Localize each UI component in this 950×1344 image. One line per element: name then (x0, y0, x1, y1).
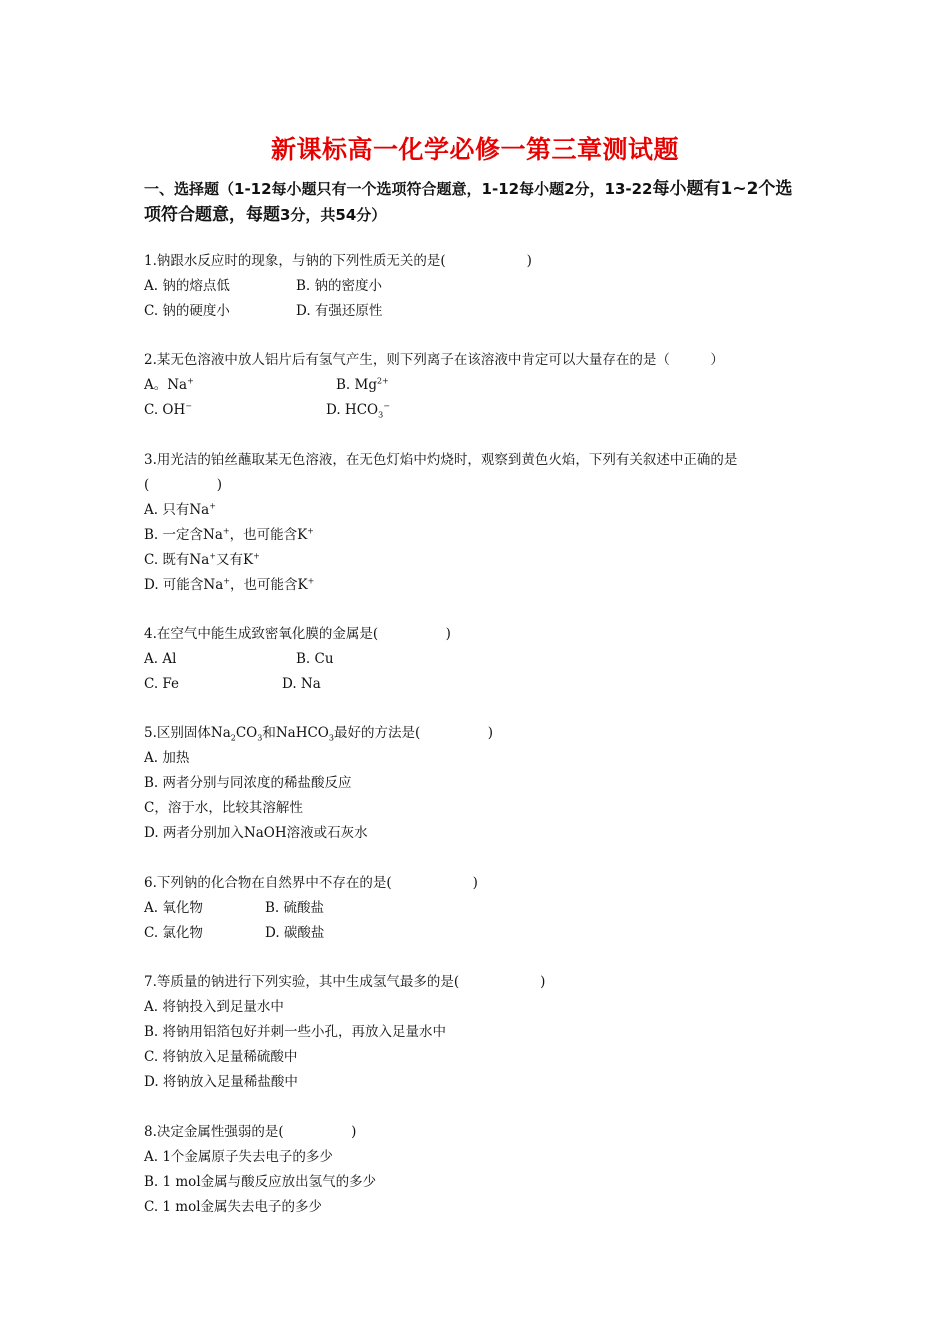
question-2 (144, 348, 814, 423)
option-b: B. 一定含Na+，也可能含K+ (144, 526, 314, 543)
option-d: D. $HCO_3^-$ (326, 401, 390, 420)
page-title: 新课标高一化学必修一第三章测试题 (270, 135, 679, 164)
option-a: A. 加热 (144, 750, 190, 766)
question-stem: 7.等质量的钠进行下列实验，其中生成氢气最多的是( ) (144, 974, 546, 990)
question-4 (144, 622, 814, 697)
option-b: B. 将钠用铝箔包好并刺一些小孔，再放入足量水中 (144, 1024, 447, 1040)
question-stem: 4.在空气中能生成致密氧化膜的金属是( ) (144, 626, 451, 642)
question-8 (144, 1120, 814, 1220)
section-instructions-part1: 一、选择题（1-12每小题只有一个选项符合题意，1-12每小题2分，13-22 (144, 180, 653, 198)
question-3 (144, 448, 814, 598)
question-1 (144, 249, 814, 324)
section-instructions-line2b: 3分，共54分） (280, 206, 387, 224)
option-a: A. 1个金属原子失去电子的多少 (144, 1149, 333, 1165)
question-stem: 1.钠跟水反应时的现象，与钠的下列性质无关的是( ) (144, 253, 532, 269)
option-c: C. 钠的硬度小 (144, 303, 230, 319)
option-d: D. 两者分别加入NaOH溶液或石灰水 (144, 825, 368, 841)
question-6 (144, 871, 814, 946)
option-a: A. 将钠投入到足量水中 (144, 999, 284, 1015)
section-header (144, 176, 814, 228)
option-a: A. 钠的熔点低 (144, 278, 230, 294)
option-c: C. 1 mol金属失去电子的多少 (144, 1199, 323, 1215)
option-b: B. 硫酸盐 (265, 900, 325, 916)
option-a: A. Al (144, 651, 177, 667)
option-b: B. 两者分别与同浓度的稀盐酸反应 (144, 775, 352, 791)
section-instructions-part2: 每小题有1~2个选 (652, 179, 793, 199)
question-stem: 5.区别固体$Na_2CO_3$和NaHCO$_3$最好的方法是( ) (144, 725, 494, 743)
option-b: B. 1 mol金属与酸反应放出氢气的多少 (144, 1174, 377, 1190)
question-7 (144, 970, 814, 1095)
option-c: C. 氯化物 (144, 925, 203, 941)
option-c: C，溶于水，比较其溶解性 (144, 800, 303, 816)
question-stem: 6.下列钠的化合物在自然界中不存在的是( ) (144, 875, 478, 891)
option-c: C. 既有Na+又有K+ (144, 551, 260, 568)
option-d: D. 有强还原性 (296, 303, 383, 319)
option-b: B. 钠的密度小 (296, 278, 383, 294)
section-instructions-line2a: 项符合题意，每题 (144, 205, 280, 225)
option-b: B. $Mg^{2+}$ (336, 376, 389, 393)
option-a: A. 只有Na+ (144, 501, 216, 518)
question-stem: 8.决定金属性强弱的是( ) (144, 1124, 357, 1140)
option-d: D. 碳酸盐 (265, 925, 325, 941)
option-a: A。Na+ (144, 376, 194, 393)
option-c: C. Fe (144, 676, 180, 692)
option-d: D. 将钠放入足量稀盐酸中 (144, 1074, 298, 1090)
question-stem: 3.用光洁的铂丝蘸取某无色溶液，在无色灯焰中灼烧时，观察到黄色火焰，下列有关叙述中正确的是( ) (144, 452, 738, 493)
question-stem: 2.某无色溶液中放人铝片后有氢气产生，则下列离子在该溶液中肯定可以大量存在的是（ ） (144, 352, 724, 368)
option-d: D. 可能含Na+，也可能含K+ (144, 576, 315, 593)
option-b: B. Cu (296, 651, 334, 667)
question-5 (144, 721, 814, 846)
option-d: D. Na (282, 676, 321, 692)
option-a: A. 氧化物 (144, 900, 203, 916)
option-c: C. 将钠放入足量稀硫酸中 (144, 1049, 298, 1065)
option-c: C. OH− (144, 401, 192, 418)
